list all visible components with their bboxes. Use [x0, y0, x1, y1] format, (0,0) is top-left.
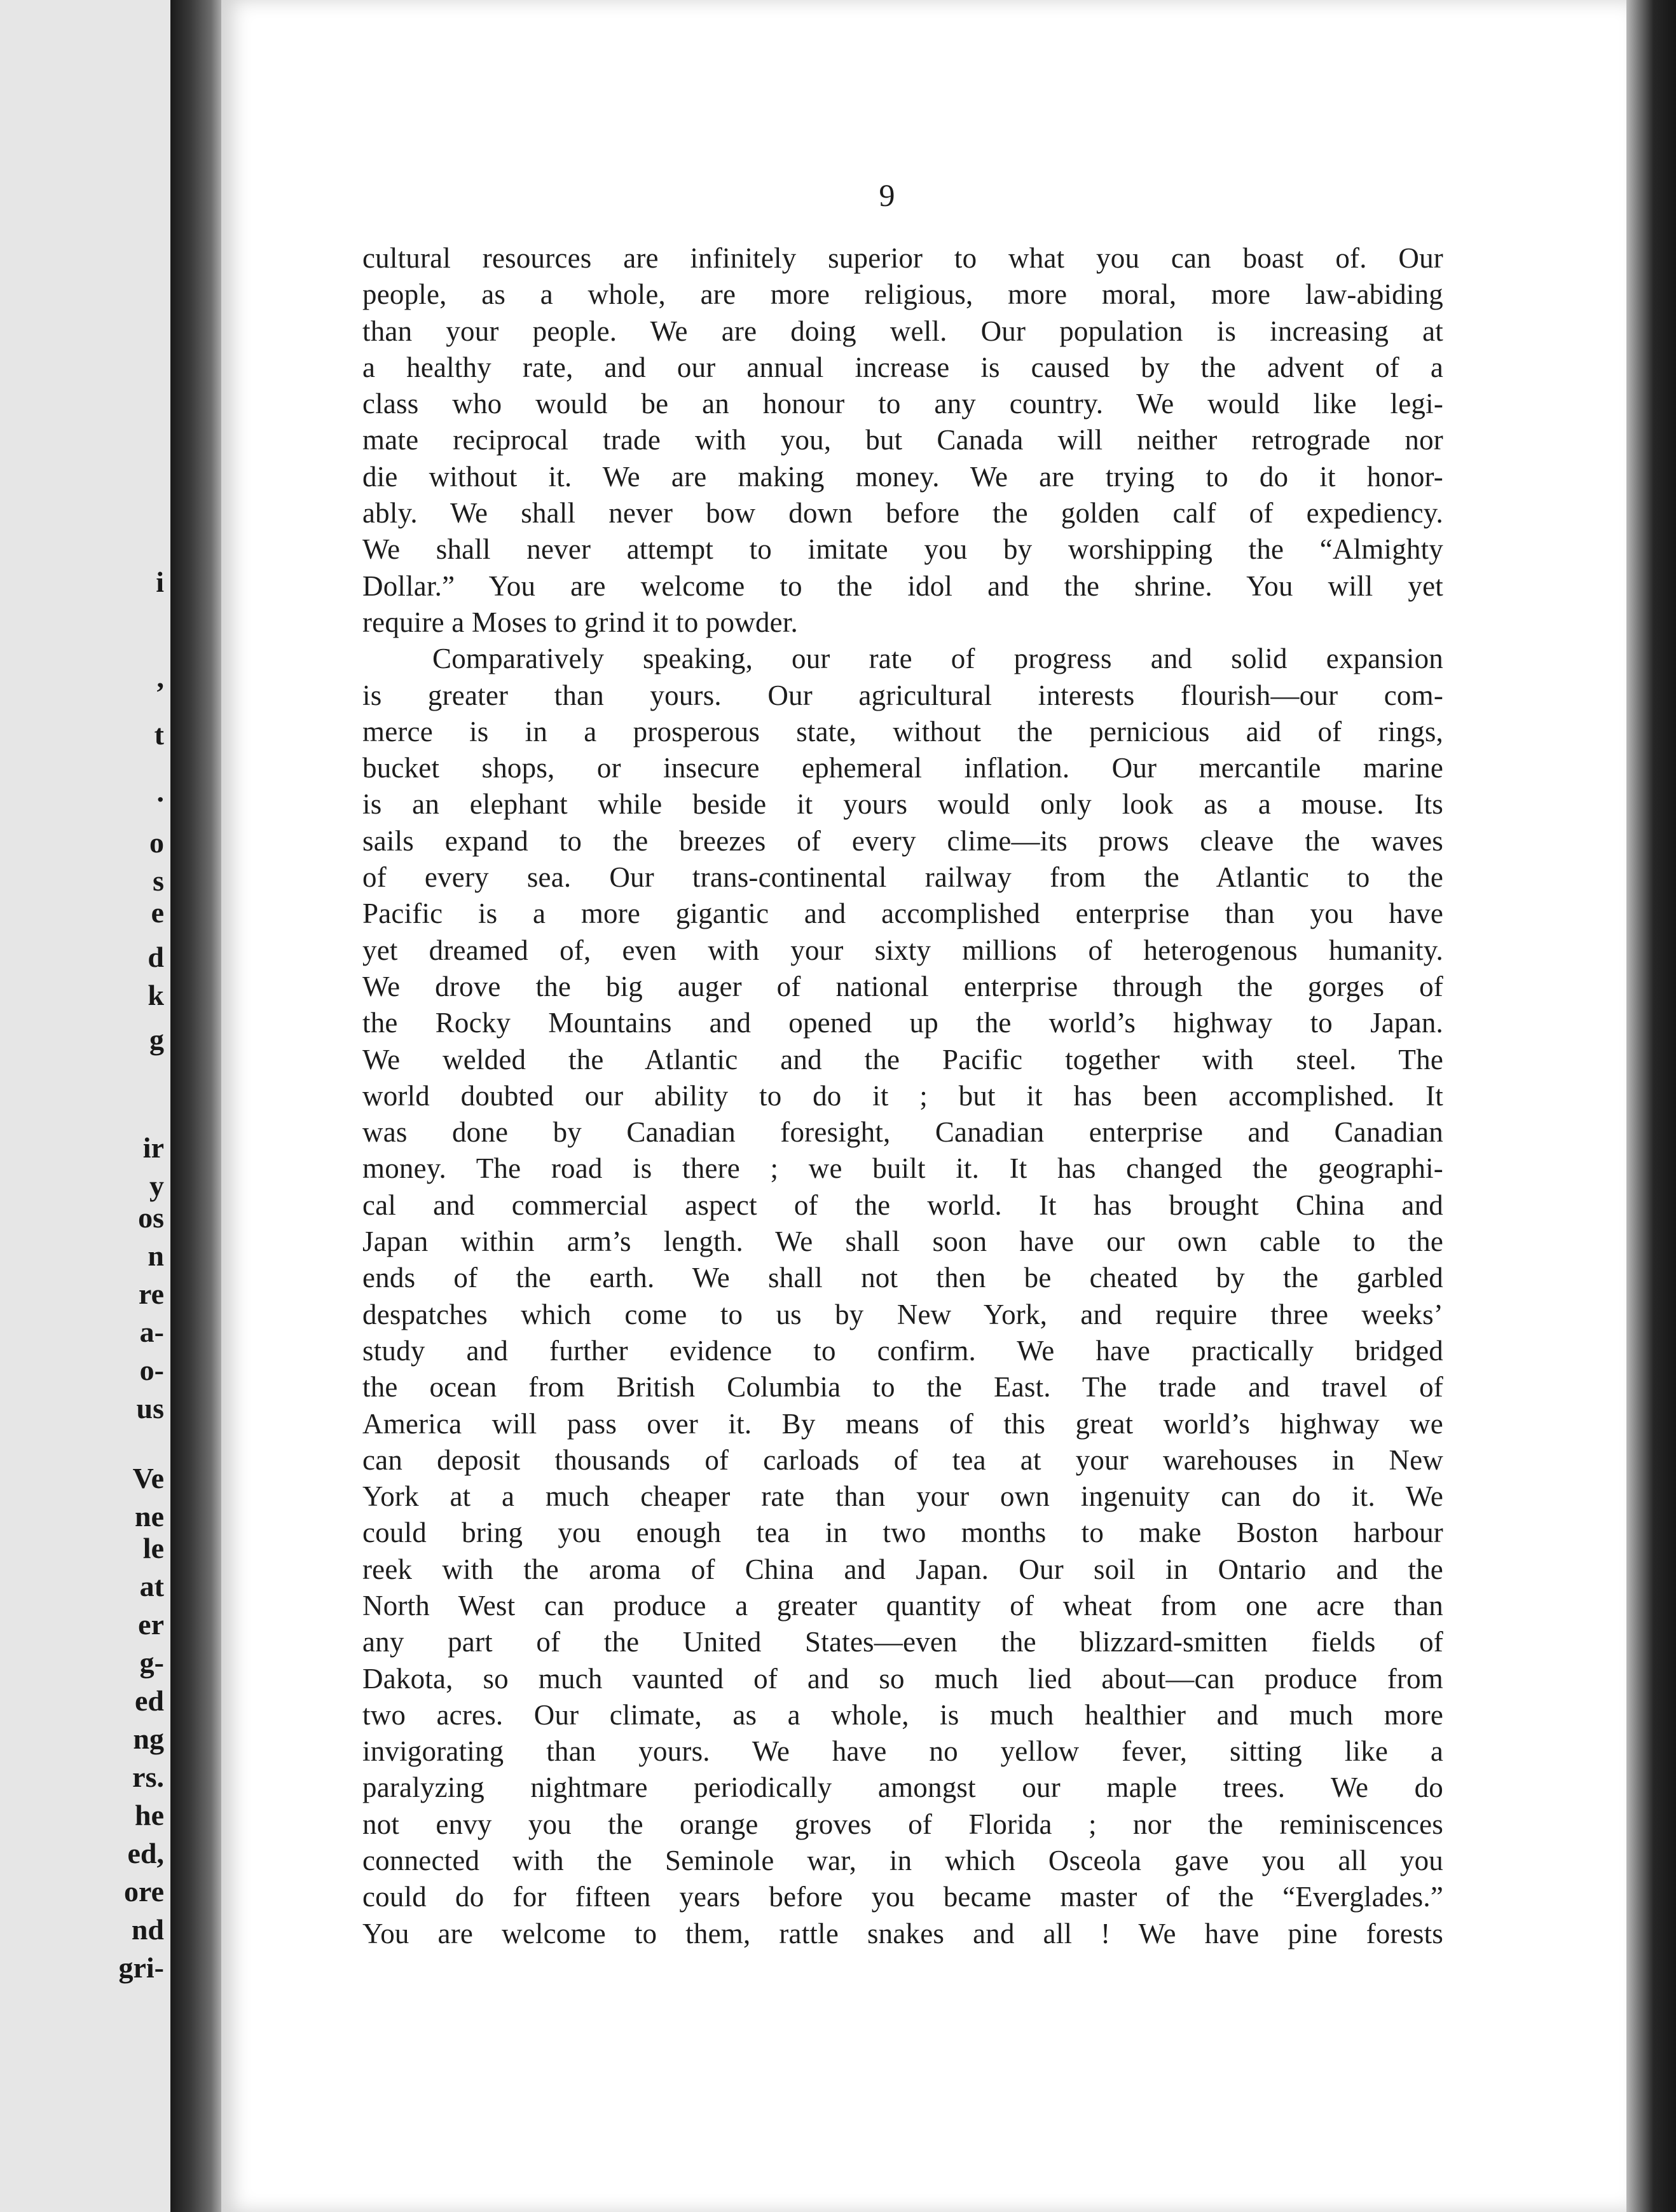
text-line: We drove the big auger of national enterprise through the gorges of — [362, 970, 1443, 1002]
text-line: two acres. Our climate, as a whole, is much healthier and much more — [362, 1698, 1443, 1731]
text-line: any part of the United States—even the blizzard-smitten fields of — [362, 1626, 1443, 1658]
text-line: You are welcome to them, rattle snakes and all ! We have pine forests — [362, 1917, 1443, 1949]
text-line: yet dreamed of, even with your sixty millions of heterogenous humanity. — [362, 934, 1443, 966]
facing-page-fragment: ir — [142, 1131, 164, 1164]
facing-page-fragment: s — [153, 864, 164, 897]
text-line: North West can produce a greater quantity of wheat from one acre than — [362, 1589, 1443, 1621]
text-line: merce is in a prosperous state, without the pernicious aid of rings, — [362, 715, 1443, 748]
text-line: mate reciprocal trade with you, but Canada will neither retrograde nor — [362, 424, 1443, 456]
facing-page-fragment: a- — [139, 1316, 164, 1348]
text-line: connected with the Seminole war, in which Osceola gave you all you — [362, 1845, 1443, 1877]
facing-page-edge — [0, 0, 170, 2212]
text-line: die without it. We are making money. We are trying to do it honor- — [362, 460, 1443, 493]
text-line: despatches which come to us by New York, and require three weeks’ — [362, 1298, 1443, 1330]
text-line: cal and commercial aspect of the world. It has brought China and — [362, 1189, 1443, 1221]
text-line: invigorating than yours. We have no yellow fever, sitting like a — [362, 1735, 1443, 1768]
facing-page-fragment: n — [148, 1239, 164, 1272]
text-line: Dakota, so much vaunted of and so much lied about—can produce from — [362, 1662, 1443, 1695]
facing-page-fragment: re — [138, 1278, 164, 1310]
facing-page-fragment: y — [149, 1170, 164, 1202]
text-line: the Rocky Mountains and opened up the world’s highway to Japan. — [362, 1007, 1443, 1039]
text-line: America will pass over it. By means of this great world’s highway we — [362, 1407, 1443, 1440]
text-line: is greater than yours. Our agricultural interests flourish—our com- — [362, 679, 1443, 711]
text-line: money. The road is there ; we built it. It has changed the geographi- — [362, 1152, 1443, 1185]
facing-page-fragment: le — [142, 1532, 164, 1564]
facing-page-fragment: k — [148, 979, 164, 1011]
text-line: Pacific is a more gigantic and accomplished enterprise than you have — [362, 898, 1443, 930]
text-line: York at a much cheaper rate than your own ingenuity can do it. We — [362, 1480, 1443, 1513]
text-line: could do for fifteen years before you became master of the “Everglades.” — [362, 1881, 1443, 1913]
text-line: world doubted our ability to do it ; but it has been accomplished. It — [362, 1079, 1443, 1112]
text-line: is an elephant while beside it yours would only look as a mouse. Its — [362, 788, 1443, 821]
facing-page-fragment: g — [149, 1023, 164, 1056]
text-line: cultural resources are infinitely superior to what you can boast of. Our — [362, 242, 1443, 274]
text-line: Comparatively speaking, our rate of progress and solid expansion — [432, 643, 1443, 675]
facing-page-fragment: ed, — [127, 1837, 164, 1869]
text-line: ably. We shall never bow down before the golden calf of expediency. — [362, 497, 1443, 529]
facing-page-fragment: e — [151, 896, 164, 929]
facing-page-fragment: o — [149, 826, 164, 859]
facing-page-fragment: ne — [135, 1500, 164, 1533]
text-line: We shall never attempt to imitate you by worshipping the “Almighty — [362, 533, 1443, 566]
facing-page-fragment: t — [154, 718, 164, 751]
facing-page-fragment: o- — [139, 1354, 164, 1386]
page-number: 9 — [879, 177, 895, 213]
facing-page-fragment: rs. — [132, 1761, 164, 1793]
text-line: not envy you the orange groves of Florida ; nor the reminiscences — [362, 1808, 1443, 1840]
text-line: a healthy rate, and our annual increase is caused by the advent of a — [362, 351, 1443, 383]
facing-page-fragment: he — [135, 1799, 164, 1831]
text-line: sails expand to the breezes of every clime—its prows cleave the waves — [362, 824, 1443, 857]
facing-page-fragment: us — [136, 1392, 164, 1424]
facing-page-fragment: gri- — [118, 1951, 164, 1984]
facing-page-fragment: at — [139, 1570, 164, 1602]
text-line: bucket shops, or insecure ephemeral inflation. Our mercantile marine — [362, 752, 1443, 784]
text-line: than your people. We are doing well. Our population is increasing at — [362, 315, 1443, 347]
facing-page-fragment: os — [138, 1201, 164, 1234]
text-line: ends of the earth. We shall not then be cheated by the garbled — [362, 1262, 1443, 1294]
facing-page-fragment: nd — [131, 1913, 164, 1946]
facing-page-fragment: d — [148, 941, 164, 973]
text-line: Japan within arm’s length. We shall soon have our own cable to the — [362, 1225, 1443, 1258]
text-line: reek with the aroma of China and Japan. Our soil in Ontario and the — [362, 1553, 1443, 1585]
facing-page-fragment: ed — [135, 1684, 164, 1717]
document-page — [221, 0, 1626, 2212]
facing-page-fragment: , — [156, 661, 164, 693]
book-gutter — [170, 0, 221, 2212]
text-line: class who would be an honour to any country. We would like legi- — [362, 388, 1443, 420]
body-text — [362, 240, 1443, 1952]
facing-page-fragment: Ve — [132, 1462, 164, 1494]
facing-page-fragment: i — [156, 566, 164, 598]
facing-page-fragment: g- — [139, 1646, 164, 1679]
text-line: We welded the Atlantic and the Pacific together with steel. The — [362, 1043, 1443, 1075]
text-line: the ocean from British Columbia to the East. The trade and travel of — [362, 1371, 1443, 1403]
text-line: could bring you enough tea in two months to make Boston harbour — [362, 1517, 1443, 1549]
text-line: paralyzing nightmare periodically amongst our maple trees. We do — [362, 1772, 1443, 1804]
facing-page-fragment: er — [138, 1608, 164, 1641]
text-line: of every sea. Our trans-continental railway from the Atlantic to the — [362, 861, 1443, 894]
text-line: was done by Canadian foresight, Canadian enterprise and Canadian — [362, 1116, 1443, 1149]
text-line: require a Moses to grind it to powder. — [362, 606, 798, 638]
facing-page-fragment: ng — [133, 1723, 164, 1755]
facing-page-fragment: . — [156, 775, 164, 808]
text-line: can deposit thousands of carloads of tea at your warehouses in New — [362, 1444, 1443, 1476]
text-line: people, as a whole, are more religious, more moral, more law-abiding — [362, 278, 1443, 311]
scan-edge-shadow — [1626, 0, 1676, 2212]
facing-page-fragment: ore — [123, 1875, 164, 1908]
text-line: study and further evidence to confirm. We have practically bridged — [362, 1334, 1443, 1367]
text-line: Dollar.” You are welcome to the idol and the shrine. You will yet — [362, 570, 1443, 602]
